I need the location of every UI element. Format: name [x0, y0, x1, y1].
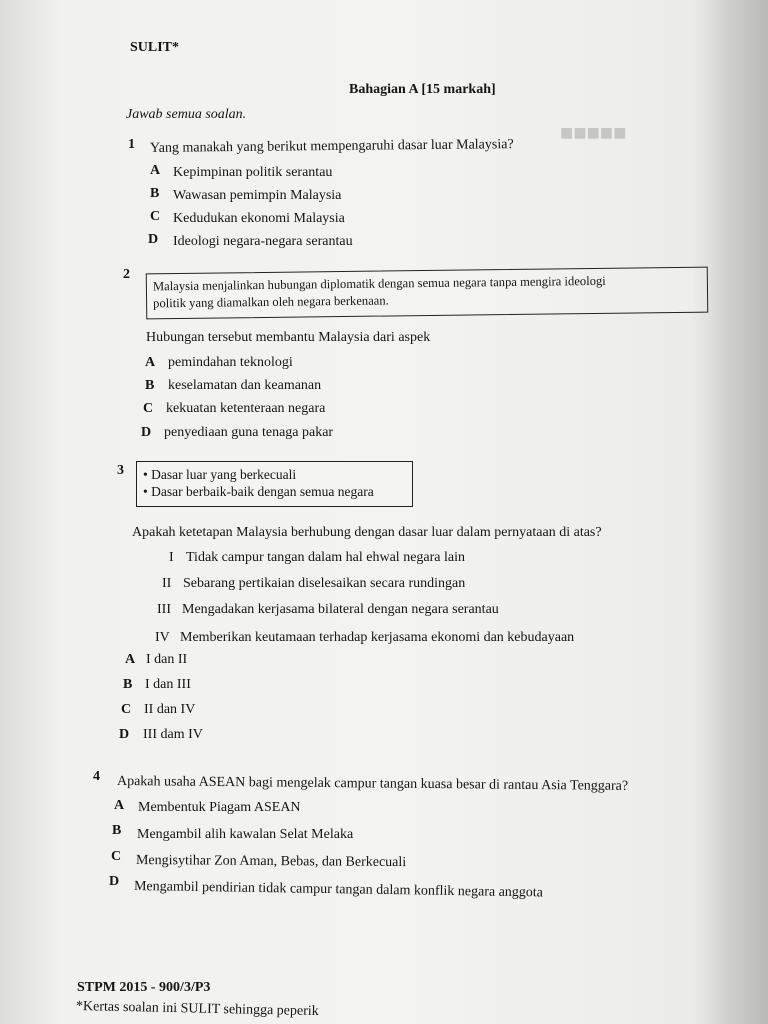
- sulit-header: SULIT*: [130, 40, 180, 55]
- question-4-text: Apakah usaha ASEAN bagi mengelak campur tangan kuasa besar di rantau Asia Tenggara?: [116, 774, 629, 794]
- section-title: Bahagian A [15 markah]: [349, 82, 496, 97]
- q3-option-b-text: I dan III: [145, 677, 191, 692]
- q1-option-c-text: Kedudukan ekonomi Malaysia: [173, 211, 345, 226]
- q1-option-d-text: Ideologi negara-negara serantau: [173, 234, 353, 249]
- q1-option-c-letter: C: [150, 209, 161, 224]
- q4-option-b-text: Mengambil alih kawalan Selat Melaka: [137, 827, 354, 842]
- q2-option-b-text: keselamatan dan keamanan: [168, 378, 322, 393]
- q1-option-a-text: Kepimpinan politik serantau: [173, 165, 333, 180]
- bleed-through-mark: ■■■■■: [560, 120, 627, 145]
- q3-option-a-letter: A: [125, 652, 136, 667]
- question-4-number: 4: [93, 769, 100, 784]
- q4-option-d-text: Mengambil pendirian tidak campur tangan dalam konflik negara anggota: [133, 879, 544, 901]
- q4-option-c-letter: C: [111, 849, 122, 864]
- q4-option-b-letter: B: [112, 823, 122, 838]
- q2-option-b-letter: B: [145, 378, 155, 393]
- instruction: Jawab semua soalan.: [126, 107, 247, 122]
- q4-option-c-text: Mengisytihar Zon Aman, Bebas, dan Berkecuali: [135, 853, 407, 871]
- question-3-text: Apakah ketetapan Malaysia berhubung dengan dasar luar dalam pernyataan di atas?: [132, 525, 602, 540]
- q1-option-a-letter: A: [150, 163, 161, 178]
- q3-option-d-text: III dam IV: [143, 727, 203, 742]
- q4-option-a-letter: A: [114, 798, 125, 813]
- q1-option-b-letter: B: [150, 186, 160, 201]
- q3-statement-3-numeral: III: [157, 602, 171, 617]
- q3-statement-4-text: Memberikan keutamaan terhadap kerjasama ekonomi dan kebudayaan: [180, 630, 575, 645]
- question-2-number: 2: [123, 267, 130, 282]
- q2-option-c-letter: C: [143, 401, 154, 416]
- q2-option-c-text: kekuatan ketenteraan negara: [166, 401, 326, 416]
- q3-option-d-letter: D: [119, 727, 130, 742]
- q3-option-c-letter: C: [121, 702, 132, 717]
- q1-option-b-text: Wawasan pemimpin Malaysia: [173, 188, 342, 203]
- q3-box-item-2: • Dasar berbaik-baik dengan semua negara: [143, 484, 374, 499]
- q3-statement-4-numeral: IV: [155, 630, 170, 645]
- paper-code: STPM 2015 - 900/3/P3: [77, 980, 211, 995]
- question-2-text: Hubungan tersebut membantu Malaysia dari aspek: [146, 330, 431, 345]
- question-2-stimulus-box: [146, 267, 709, 320]
- q2-box-line-2: politik yang diamalkan oleh negara berkenaan.: [153, 293, 389, 311]
- q3-statement-1-numeral: I: [169, 550, 174, 565]
- page-edge-shadow: [708, 0, 768, 1024]
- q4-option-d-letter: D: [109, 874, 120, 889]
- q2-option-d-text: penyediaan guna tenaga pakar: [164, 425, 334, 440]
- q2-box-line-1: Malaysia menjalinkan hubungan diplomatik dengan semua negara tanpa mengira ideologi: [152, 273, 606, 294]
- q3-option-c-text: II dan IV: [144, 702, 196, 717]
- q3-statement-1-text: Tidak campur tangan dalam hal ehwal negara lain: [186, 550, 465, 565]
- q3-box-item-1: • Dasar luar yang berkecuali: [143, 467, 297, 482]
- q3-option-b-letter: B: [123, 677, 133, 692]
- q3-statement-2-numeral: II: [162, 576, 172, 591]
- q3-option-a-text: I dan II: [146, 652, 188, 667]
- confidential-note: *Kertas soalan ini SULIT sehingga peperik: [75, 999, 319, 1020]
- q4-option-a-text: Membentuk Piagam ASEAN: [138, 800, 301, 815]
- q1-option-d-letter: D: [148, 232, 159, 247]
- q2-option-a-letter: A: [145, 355, 156, 370]
- question-3-number: 3: [117, 463, 124, 478]
- q2-option-d-letter: D: [141, 425, 152, 440]
- question-1-number: 1: [128, 137, 135, 152]
- question-3-stimulus-box: [136, 461, 413, 507]
- q3-statement-3-text: Mengadakan kerjasama bilateral dengan negara serantau: [182, 602, 499, 617]
- q2-option-a-text: pemindahan teknologi: [168, 355, 293, 370]
- q3-statement-2-text: Sebarang pertikaian diselesaikan secara rundingan: [183, 576, 466, 591]
- question-1-text: Yang manakah yang berikut mempengaruhi dasar luar Malaysia?: [149, 137, 514, 156]
